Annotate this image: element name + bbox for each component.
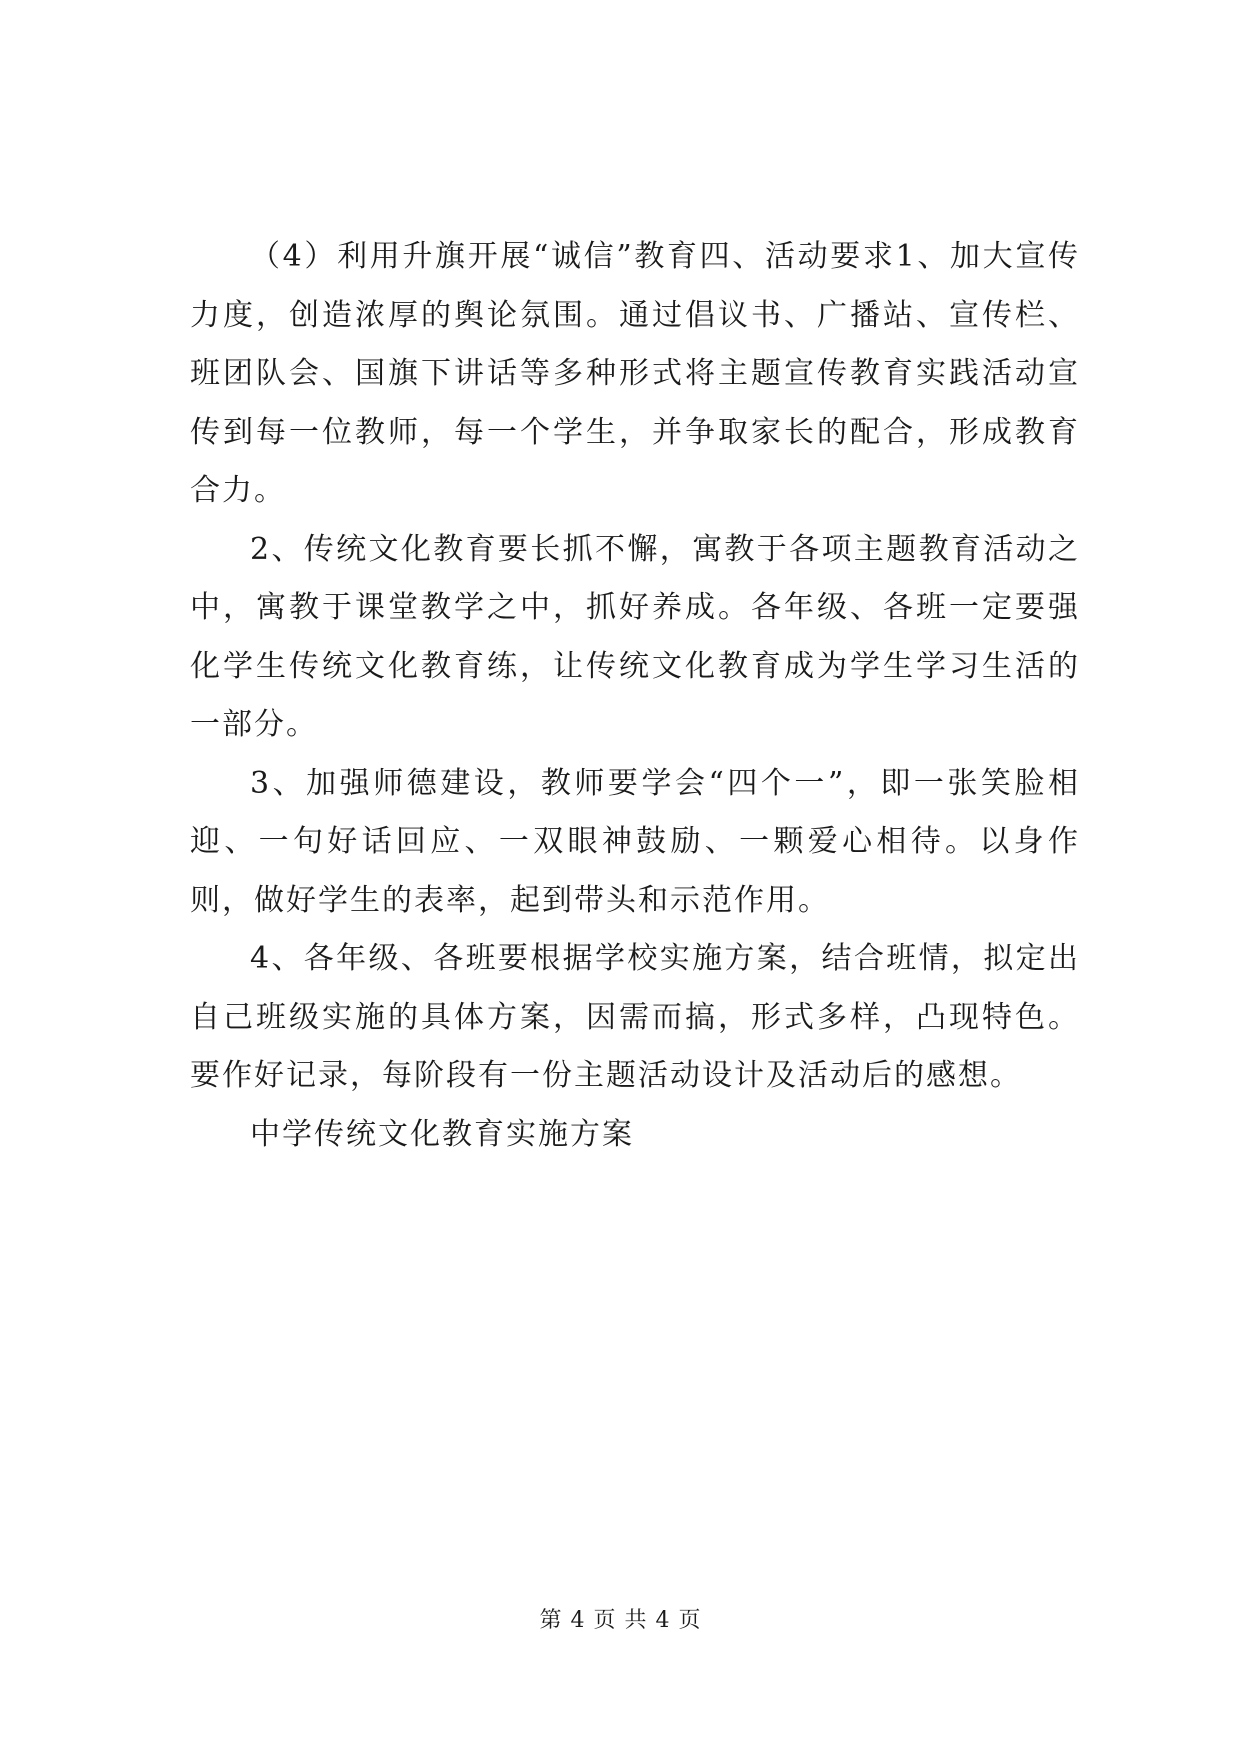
page-footer: 第 4 页 共 4 页	[539, 1608, 702, 1633]
paragraph-traditional-culture: 2、传统文化教育要长抓不懈，寓教于各项主题教育活动之中，寓教于课堂教学之中，抓好养成。各年级、各班一定要强化学生传统文化教育练，让传统文化教育成为学生学习生活的一部分。	[190, 531, 1080, 742]
paragraph-teacher-ethics: 3、加强师德建设，教师要学会“四个一”，即一张笑脸相迎、一句好话回应、一双眼神鼓励、一颗爱心相待。以身作则，做好学生的表率，起到带头和示范作用。	[190, 765, 1080, 918]
document-body	[190, 228, 1080, 1164]
paragraph-activity-requirements: （4）利用升旗开展“诚信”教育四、活动要求1、加大宣传力度，创造浓厚的舆论氛围。通过倡议书、广播站、宣传栏、班团队会、国旗下讲话等多种形式将主题宣传教育实践活动宣传到每一位教师，每一个学生，并争取家长的配合，形成教育合力。	[190, 239, 1080, 508]
closing-title: 中学传统文化教育实施方案	[250, 1116, 634, 1152]
paragraph-class-plans: 4、各年级、各班要根据学校实施方案，结合班情，拟定出自己班级实施的具体方案，因需而搞，形式多样，凸现特色。要作好记录，每阶段有一份主题活动设计及活动后的感想。	[190, 941, 1080, 1093]
